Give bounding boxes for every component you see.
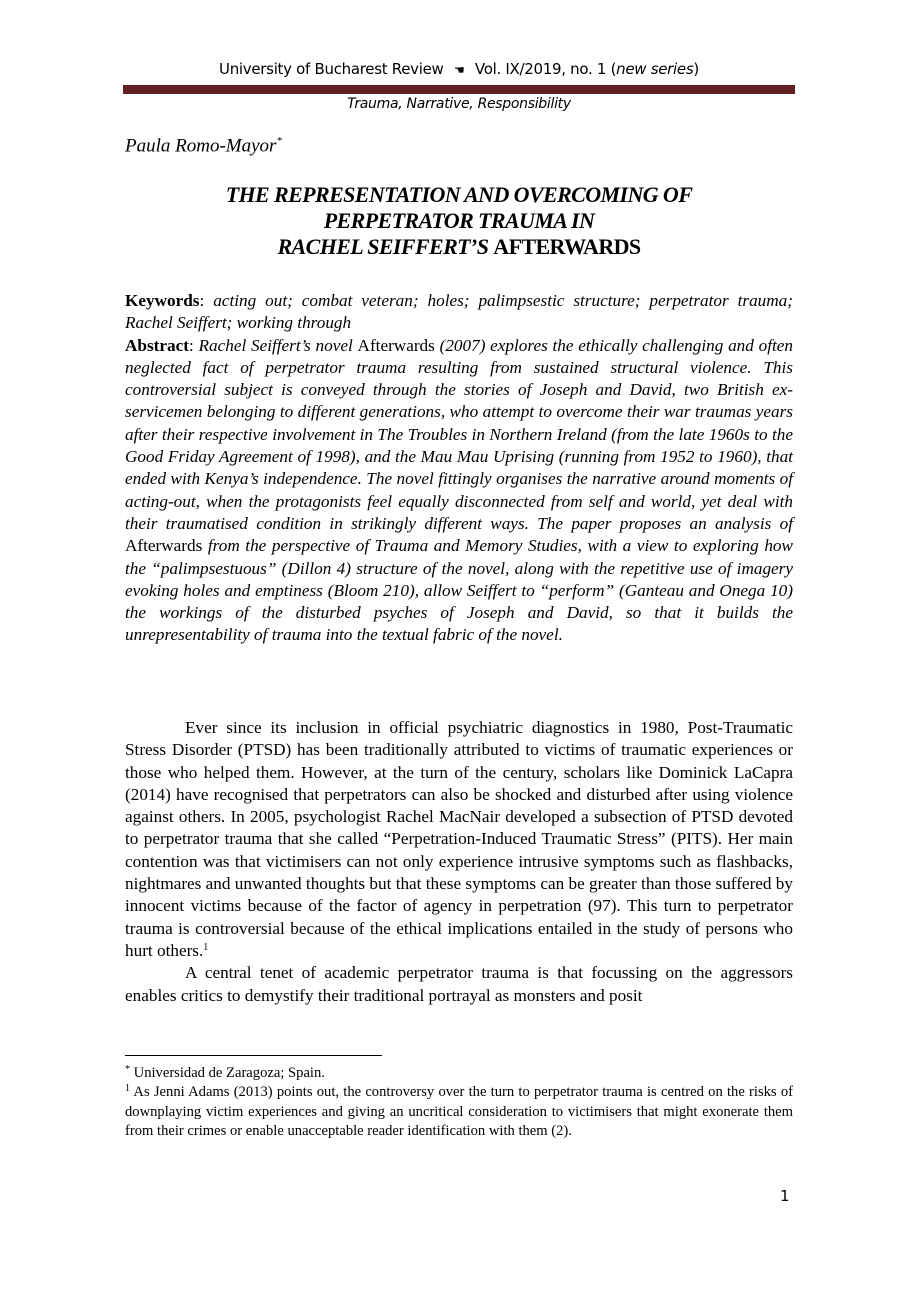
keywords-text: acting out; combat veteran; holes; palimpsestic structure; perpetrator trauma; Rachel Seiffert; working through: [125, 291, 794, 333]
author-name: [125, 135, 282, 157]
footnote-marker: 1: [125, 1083, 130, 1095]
abstract-label: Abstract: [125, 335, 189, 355]
footnote-marker: *: [125, 1064, 130, 1075]
hand-pointer-icon: ☚: [453, 63, 465, 77]
footnotes: [125, 1064, 793, 1142]
journal-name: University of Bucharest Review: [219, 60, 444, 78]
body-paragraph: A central tenet of academic perpetrator trauma is that focussing on the aggressors enables critics to demystify their traditional portrayal as monsters and posit: [125, 963, 793, 1005]
keywords-label: Keywords: [125, 291, 200, 310]
abstract-text-1: Rachel Seiffert’s novel: [198, 335, 358, 355]
abstract-work-title-2: Afterwards: [125, 536, 203, 556]
abstract: Abstract: Rachel Seiffert’s novel Afterwards (2007) explores the ethically challenging and often neglected fact of perpetrator trauma resulting from sustained structural violence. This controversial subject is conveyed through the stories of Joseph and David, two British ex-servicemen belonging to different generations, who attempt to overcome their war traumas years after their respective involvement in The Troubles in Northern Ireland (from the late 1960s to the Good Friday Agreement of 1998), and the Mau Mau Uprising (running from 1952 to 1960), that ended with Kenya’s independence. The novel fittingly organises the narrative around moments of acting-out, when the protagonists feel equally disconnected from self and world, yet deal with their traumatised condition in strikingly different ways. The paper proposes an analysis of Afterwards from the perspective of Trauma and Memory Studies, with a view to exploring how the “palimpsestuous” (Dillon 4) structure of the novel, along with the repetitive use of imagery evoking holes and emptiness (Bloom 210), allow Seiffert to “perform” (Ganteau and Onega 10) the workings of the disturbed psyches of Joseph and David, so that it builds the unrepresentability of trauma into the textual fabric of the novel.: [125, 335, 793, 645]
abstract-text-3: from the perspective of Trauma and Memory Studies, with a view to exploring how the “palimpsestuous” (Dillon 4) structure of the novel, along with the repetitive use of imagery evoking holes and emptiness (Bloom 210), allow Seiffert to “perform” (Ganteau and Onega 10) the workings of the disturbed psyches of Joseph and David, so that it builds the unrepresentability of trauma into the textual fabric of the novel.: [125, 536, 793, 645]
abstract-text-2: (2007) explores the ethically challenging and often neglected fact of perpetrator trauma resulting from sustained structural violence. This controversial subject is conveyed through the stories of Joseph and David, two British ex-servicemen belonging to different generations, who attempt to overcome their war traumas years after their respective involvement in The Troubles in Northern Ireland (from the late 1960s to the Good Friday Agreement of 1998), and the Mau Mau Uprising (running from 1952 to 1960), that ended with Kenya’s independence. The novel fittingly organises the narrative around moments of acting-out, when the protagonists feel equally disconnected from self and world, yet deal with their traumatised condition in strikingly different ways. The paper proposes an analysis of: [125, 335, 793, 533]
issue-theme: Trauma, Narrative, Responsibility: [347, 96, 571, 112]
running-head: [123, 60, 795, 78]
title-line-1: THE REPRESENTATION AND OVERCOMING OF: [225, 182, 693, 207]
series-label: new series: [616, 60, 694, 78]
abstract-work-title-1: Afterwards: [357, 335, 435, 355]
paragraph-1-text: Ever since its inclusion in official psychiatric diagnostics in 1980, Post-Traumatic Stress Disorder (PTSD) has been traditionally attributed to victims of traumatic experiences or those who helped them. However, at the turn of the century, scholars like Dominick LaCapra (2014) have recognised that perpetrators can also be shocked and disturbed after using violence against others. In 2005, psychologist Rachel MacNair developed a subsection of PTSD devoted to perpetrator trauma that she called “Perpetration-Induced Traumatic Stress” (PITS). Her main contention was that victimisers can not only experience intrusive symptoms such as flashbacks, nightmares and unwanted thoughts but that these symptoms can be greater than those suffered by innocent victims because of the factor of agency in perpetration (97). This turn to perpetrator trauma is controversial because of the ethical implications entailed in the study of persons who hurt others.: [125, 718, 793, 960]
article-title: [123, 182, 795, 260]
body-text: [125, 717, 793, 1007]
title-line-2: PERPETRATOR TRAUMA IN: [323, 208, 595, 233]
footnote-divider: [125, 1055, 382, 1056]
title-line-3-work: AFTERWARDS: [493, 234, 641, 259]
volume-info: Vol. IX/2019, no. 1 (: [474, 60, 617, 78]
keywords: Keywords: acting out; combat veteran; holes; palimpsestic structure; perpetrator trauma; Rachel Seiffert; working through: [125, 291, 794, 333]
keywords-abstract: [125, 290, 793, 647]
title-line-3-italic: RACHEL SEIFFERT’S: [277, 234, 489, 259]
body-paragraph: [125, 717, 793, 962]
title-line-3: [123, 234, 795, 260]
author-text: Paula Romo-Mayor: [125, 135, 277, 157]
footnote: [125, 1064, 793, 1083]
author-footnote-marker[interactable]: *: [276, 135, 282, 147]
footnote-text: Universidad de Zaragoza; Spain.: [130, 1065, 325, 1081]
header-rule: [123, 85, 795, 94]
footnote-ref-1[interactable]: 1: [203, 941, 209, 953]
volume-close: ): [693, 60, 699, 78]
page-number: 1: [780, 1187, 790, 1205]
footnote-text: As Jenni Adams (2013) points out, the controversy over the turn to perpetrator trauma is centred on the risks of downplaying victim experiences and giving an uncritical consideration to victimisers that might exonerate them from their crimes or enable unacceptable reader identification with them (2).: [125, 1084, 793, 1140]
footnote: [125, 1083, 793, 1141]
